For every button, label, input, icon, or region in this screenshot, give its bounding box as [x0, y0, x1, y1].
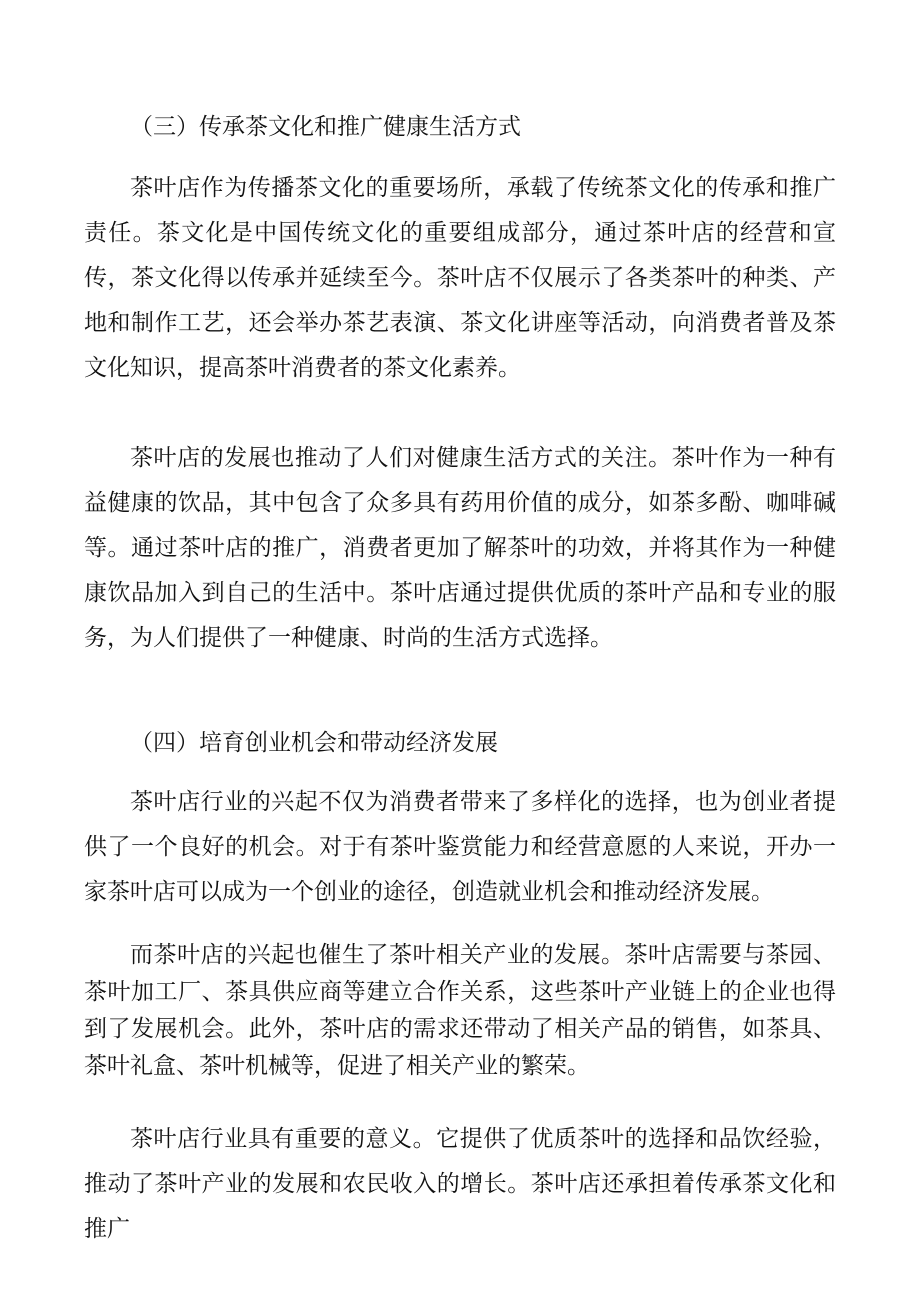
- section-heading-3: （三）传承茶文化和推广健康生活方式: [130, 114, 521, 140]
- paragraph-significance: 茶叶店行业具有重要的意义。它提供了优质茶叶的选择和品饮经验，推动了茶叶产业的发展和农民收入的增长。茶叶店还承担着传承茶文化和推广: [84, 1126, 836, 1242]
- paragraph-entrepreneurship: 茶叶店行业的兴起不仅为消费者带来了多样化的选择，也为创业者提供了一个良好的机会。对于有茶叶鉴赏能力和经营意愿的人来说，开办一家茶叶店可以成为一个创业的途径，创造就业机会和推动经济发展。: [84, 789, 836, 905]
- section-heading-4: （四）培育创业机会和带动经济发展: [130, 730, 498, 756]
- paragraph-tea-culture: 茶叶店作为传播茶文化的重要场所，承载了传统茶文化的传承和推广责任。茶文化是中国传统文化的重要组成部分，通过茶叶店的经营和宣传，茶文化得以传承并延续至今。茶叶店不仅展示了各类茶叶的种类、产地和制作工艺，还会举办茶艺表演、茶文化讲座等活动，向消费者普及茶文化知识，提高茶叶消费者的茶文化素养。: [84, 175, 836, 381]
- paragraph-industry-chain: 而茶叶店的兴起也催生了茶叶相关产业的发展。茶叶店需要与茶园、茶叶加工厂、茶具供应商等建立合作关系，这些茶叶产业链上的企业也得到了发展机会。此外，茶叶店的需求还带动了相关产品的销售，如茶具、茶叶礼盒、茶叶机械等，促进了相关产业的繁荣。: [84, 942, 836, 1079]
- paragraph-healthy-lifestyle: 茶叶店的发展也推动了人们对健康生活方式的关注。茶叶作为一种有益健康的饮品，其中包含了众多具有药用价值的成分，如茶多酚、咖啡碱等。通过茶叶店的推广，消费者更加了解茶叶的功效，并将其作为一种健康饮品加入到自己的生活中。茶叶店通过提供优质的茶叶产品和专业的服务，为人们提供了一种健康、时尚的生活方式选择。: [84, 445, 836, 651]
